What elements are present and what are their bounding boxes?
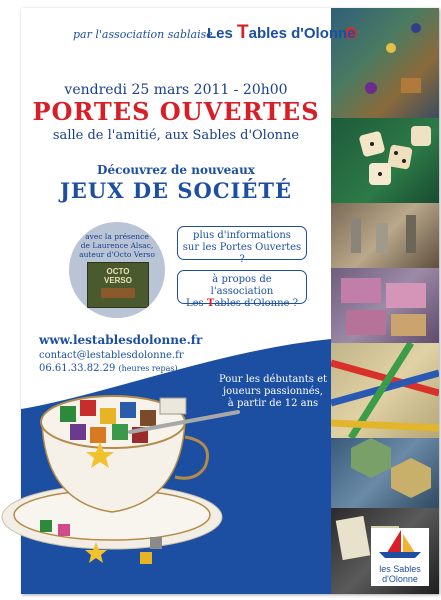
photo-card-board xyxy=(331,268,439,343)
city-logo xyxy=(371,528,429,586)
about-line2-b: ables d'Olonne ? xyxy=(214,298,299,309)
octo-verso-box xyxy=(87,262,149,308)
photo-board-game-2 xyxy=(331,438,439,508)
discover-text: Découvrez de nouveaux xyxy=(97,163,255,177)
phone-note: (heures repas) xyxy=(118,364,178,373)
guest-line1: avec la présence xyxy=(85,232,149,241)
about-association-button[interactable] xyxy=(177,270,307,309)
logo-rest: ables d'Olonne xyxy=(248,25,356,42)
more-info-button[interactable] xyxy=(177,226,307,265)
photo-dice xyxy=(331,118,439,203)
guest-author-circle xyxy=(69,222,165,318)
event-date: vendredi 25 mars 2011 - 20h00 xyxy=(64,82,288,98)
audience-line1: Pour les débutants et xyxy=(218,374,328,385)
phone-number: 06.61.33.82.29 xyxy=(39,363,116,374)
by-line: par l'association sablaise xyxy=(73,28,213,41)
sailboat-icon xyxy=(371,528,429,560)
photo-figurines xyxy=(331,203,439,268)
association-logo xyxy=(207,22,356,44)
city-logo-line1: les Sables xyxy=(379,564,421,574)
guest-line2: de Laurence Alsac, xyxy=(80,241,154,250)
event-place: salle de l'amitié, aux Sables d'Olonne xyxy=(52,128,300,143)
box-title-1: OCTO xyxy=(106,267,130,276)
city-logo-line2: d'Olonne xyxy=(382,574,418,584)
about-line1: à propos de l'association xyxy=(210,274,274,297)
event-title: PORTES OUVERTES xyxy=(32,97,320,126)
email-link[interactable]: contact@lestablesdolonne.fr xyxy=(39,350,184,361)
games-title: JEUX DE SOCIÉTÉ xyxy=(59,178,293,203)
logo-T: T xyxy=(237,22,249,43)
teacup-with-game-pieces xyxy=(0,372,260,600)
about-line2-T: T xyxy=(206,298,215,309)
more-info-line1: plus d'informations xyxy=(193,230,291,241)
audience-line2: joueurs passionnés, xyxy=(223,386,323,397)
box-title-2: VERSO xyxy=(103,276,132,285)
website-link[interactable]: www.lestablesdolonne.fr xyxy=(39,333,203,347)
box-art xyxy=(101,288,135,298)
more-info-line2: sur les Portes Ouvertes ? xyxy=(182,242,302,265)
guest-line3: auteur d'Octo Verso xyxy=(79,250,155,259)
about-line2-a: Les xyxy=(185,298,207,309)
logo-prefix: Les xyxy=(207,25,238,42)
about-line2 xyxy=(180,298,304,310)
audience-line3: à partir de 12 ans xyxy=(227,398,319,409)
game-photo-strip xyxy=(331,8,439,594)
photo-ticket-to-ride xyxy=(331,343,439,438)
